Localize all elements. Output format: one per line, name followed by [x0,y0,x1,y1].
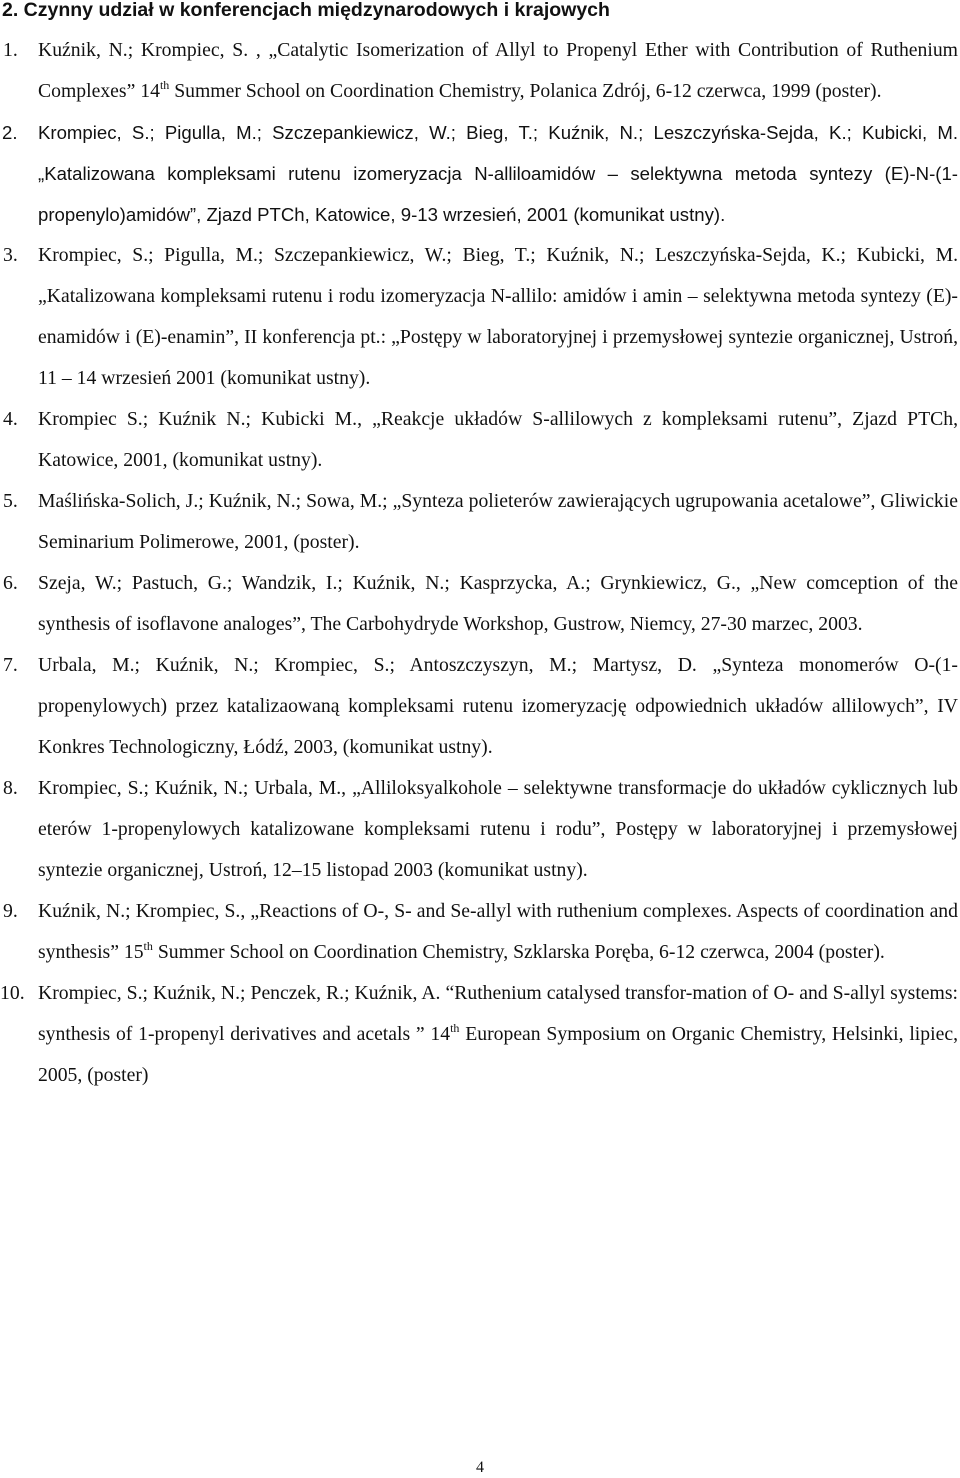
section-title: 2. Czynny udział w konferencjach międzynarodowych i krajowych [2,0,610,21]
list-item [0,30,958,112]
item-text: Krompiec, S.; Kuźnik, N.; Urbala, M., „Alliloksyalkohole – selektywne transformacje do układów cyklicznych lub eterów 1-propenylowych katalizowane kompleksami rutenu i rodu”, Postępy w laboratoryjnej i przemysłowej syntezie organicznej, Ustroń, 12–15 listopad 2003 (komunikat ustny). [38,777,958,881]
item-superscript: th [143,939,153,953]
list-item [0,399,958,481]
item-superscript: th [159,78,170,92]
item-text: Krompiec, S.; Pigulla, M.; Szczepankiewicz, W.; Bieg, T.; Kuźnik, N.; Leszczyńska-Sejda, K.; Kubicki, M. „Katalizowana kompleksami rutenu i rodu izomeryzacja N-allilo: amidów i amin – selektywna metoda syntezy (E)-enamidów i (E)-enamin”, II konferencja pt.: „Postępy w laboratoryjnej i przemysłowej syntezie organicznej, Ustroń, 11 – 14 wrzesień 2001 (komunikat ustny). [38,244,958,389]
list-item [0,973,958,1096]
page-number: 4 [476,1459,484,1476]
item-number: 9. [3,900,18,922]
item-number: 5. [3,490,18,512]
item-superscript: th [450,1021,460,1035]
item-text: Krompiec S.; Kuźnik N.; Kubicki M., „Reakcje układów S-allilowych z kompleksami rutenu”, Zjazd PTCh, Katowice, 2001, (komunikat ustny). [38,408,958,471]
list-item [0,112,958,235]
item-text: Kuźnik, N.; Krompiec, S. , „Catalytic Isomerization of Allyl to Propenyl Ether with Contribution of Ruthenium Complexes” 14 [38,39,958,102]
list-item [0,768,958,891]
item-number: 7. [3,654,18,676]
item-text: Krompiec, S.; Pigulla, M.; Szczepankiewicz, W.; Bieg, T.; Kuźnik, N.; Leszczyńska-Sejda, K.; Kubicki, M. „Katalizowana kompleksami rutenu izomeryzacja N-alliloamidów – selektywna metoda syntezy (E)-N-(1-propenylo)amidów”, Zjazd PTCh, Katowice, 9-13 wrzesień, 2001 (komunikat ustny). [38,122,958,225]
item-number: 3. [3,244,18,266]
list-item [0,891,958,973]
list-item [0,563,958,645]
list-item [0,235,958,399]
item-number: 1. [3,39,18,61]
item-text: Urbala, M.; Kuźnik, N.; Krompiec, S.; Antoszczyszyn, M.; Martysz, D. „Synteza monomerów O-(1-propenylowych) przez katalizaowaną kompleksami rutenu izomeryzację odpowiednich układów allilowych”, IV Konkres Technologiczny, Łódź, 2003, (komunikat ustny). [38,654,958,758]
item-text: European Symposium on Organic Chemistry, Helsinki, lipiec, 2005, (poster) [38,1023,958,1086]
item-number: 6. [3,572,18,594]
item-number: 4. [3,408,18,430]
item-text: Kuźnik, N.; Krompiec, S., „Reactions of O-, S- and Se-allyl with ruthenium complexes. Aspects of coordination and synthesis” 15 [38,900,958,963]
list-item [0,481,958,563]
item-text: Summer School on Coordination Chemistry, Szklarska Poręba, 6-12 czerwca, 2004 (poster). [152,941,885,963]
item-number: 8. [3,777,18,799]
item-number: 2. [2,122,18,143]
conference-list [0,30,960,1096]
item-number: 10. [0,982,25,1004]
item-text: Maślińska-Solich, J.; Kuźnik, N.; Sowa, M.; „Synteza polieterów zawierających ugrupowania acetalowe”, Gliwickie Seminarium Polimerowe, 2001, (poster). [38,490,958,553]
item-text: Szeja, W.; Pastuch, G.; Wandzik, I.; Kuźnik, N.; Kasprzycka, A.; Grynkiewicz, G., „New comception of the synthesis of isoflavone analoges”, The Carbohydryde Workshop, Gustrow, Niemcy, 27-30 marzec, 2003. [38,572,958,635]
item-text: Summer School on Coordination Chemistry, Polanica Zdrój, 6-12 czerwca, 1999 (poster). [169,80,882,102]
list-item [0,645,958,768]
item-text: Krompiec, S.; Kuźnik, N.; Penczek, R.; Kuźnik, A. “Ruthenium catalysed transfor-mation of O- and S-allyl systems: synthesis of 1-propenyl derivatives and acetals ” 14 [38,982,958,1045]
